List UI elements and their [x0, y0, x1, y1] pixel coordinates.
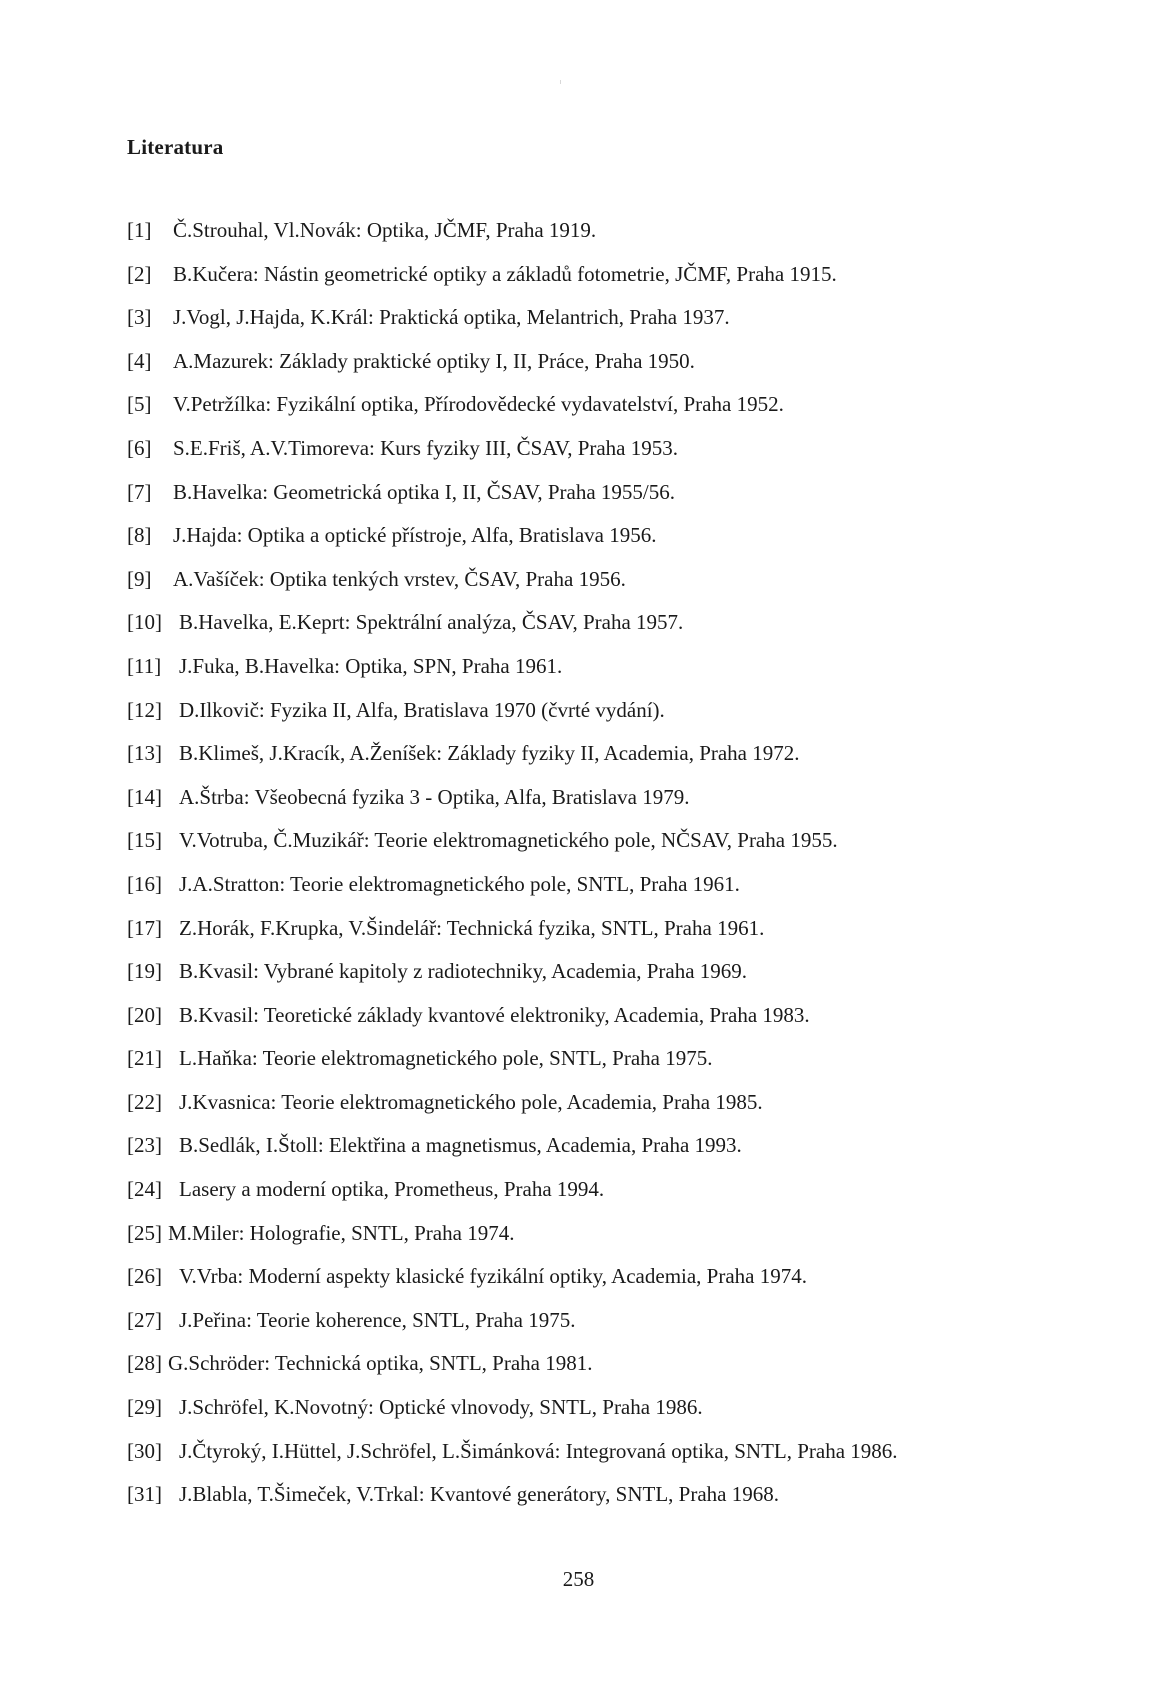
reference-item: [127, 653, 1127, 697]
reference-item: [127, 1132, 1127, 1176]
reference-item: [127, 609, 1127, 653]
reference-item: [127, 1307, 1127, 1351]
reference-item: [127, 1176, 1127, 1220]
reference-item: [127, 958, 1127, 1002]
reference-item: [127, 391, 1127, 435]
reference-item: [127, 217, 1127, 261]
reference-text: V.Vrba: Moderní aspekty klasické fyzikální optiky, Academia, Praha 1974.: [179, 1264, 808, 1289]
reference-number: [30]: [127, 1438, 162, 1463]
reference-number: [7]: [127, 479, 152, 504]
reference-text: J.A.Stratton: Teorie elektromagnetického pole, SNTL, Praha 1961.: [179, 871, 740, 896]
reference-item: [127, 1350, 1127, 1394]
reference-text: V.Votruba, Č.Muzikář: Teorie elektromagnetického pole, NČSAV, Praha 1955.: [179, 828, 838, 853]
reference-number: [22]: [127, 1089, 162, 1114]
reference-text: B.Sedlák, I.Štoll: Elektřina a magnetismus, Academia, Praha 1993.: [179, 1133, 742, 1158]
reference-number: [28]: [127, 1351, 162, 1376]
reference-number: [15]: [127, 828, 162, 853]
reference-item: [127, 261, 1127, 305]
reference-number: [25]: [127, 1220, 162, 1245]
reference-number: [20]: [127, 1002, 162, 1027]
reference-text: J.Vogl, J.Hajda, K.Král: Praktická optika, Melantrich, Praha 1937.: [173, 305, 730, 330]
reference-item: [127, 1089, 1127, 1133]
reference-text: B.Havelka, E.Keprt: Spektrální analýza, ČSAV, Praha 1957.: [179, 610, 684, 635]
reference-item: [127, 304, 1127, 348]
reference-number: [26]: [127, 1264, 162, 1289]
reference-text: V.Petržílka: Fyzikální optika, Přírodovědecké vydavatelství, Praha 1952.: [173, 392, 784, 417]
reference-item: [127, 871, 1127, 915]
reference-text: Č.Strouhal, Vl.Novák: Optika, JČMF, Praha 1919.: [173, 218, 597, 242]
reference-number: [14]: [127, 784, 162, 809]
reference-item: [127, 697, 1127, 741]
reference-number: [31]: [127, 1482, 162, 1507]
reference-text: A.Mazurek: Základy praktické optiky I, II, Práce, Praha 1950.: [173, 348, 695, 373]
reference-number: [24]: [127, 1177, 162, 1202]
reference-text: D.Ilkovič: Fyzika II, Alfa, Bratislava 1970 (čvrté vydání).: [179, 697, 665, 722]
reference-item: [127, 1438, 1127, 1482]
reference-number: [11]: [127, 653, 162, 678]
reference-text: A.Štrba: Všeobecná fyzika 3 - Optika, Alfa, Bratislava 1979.: [179, 784, 690, 809]
reference-number: [27]: [127, 1307, 162, 1332]
reference-text: B.Klimeš, J.Kracík, A.Ženíšek: Základy fyziky II, Academia, Praha 1972.: [179, 741, 800, 766]
reference-text: B.Kučera: Nástin geometrické optiky a základů fotometrie, JČMF, Praha 1915.: [173, 261, 837, 286]
reference-text: J.Blabla, T.Šimeček, V.Trkal: Kvantové generátory, SNTL, Praha 1968.: [179, 1482, 779, 1507]
reference-list: [127, 217, 1127, 1525]
reference-text: M.Miler: Holografie, SNTL, Praha 1974.: [168, 1220, 515, 1245]
section-heading: Literatura: [127, 135, 224, 159]
reference-item: [127, 1002, 1127, 1046]
reference-number: [4]: [127, 348, 152, 373]
reference-text: G.Schröder: Technická optika, SNTL, Praha 1981.: [168, 1351, 593, 1376]
reference-number: [17]: [127, 915, 162, 940]
reference-text: B.Kvasil: Teoretické základy kvantové elektroniky, Academia, Praha 1983.: [179, 1002, 810, 1027]
reference-number: [21]: [127, 1046, 162, 1071]
reference-text: J.Kvasnica: Teorie elektromagnetického pole, Academia, Praha 1985.: [179, 1089, 763, 1114]
reference-number: [9]: [127, 566, 152, 591]
reference-number: [8]: [127, 523, 152, 548]
reference-number: [16]: [127, 871, 162, 896]
reference-text: J.Fuka, B.Havelka: Optika, SPN, Praha 1961.: [179, 653, 563, 678]
reference-number: [23]: [127, 1133, 162, 1158]
reference-item: [127, 827, 1127, 871]
reference-number: [6]: [127, 435, 152, 460]
reference-item: [127, 566, 1127, 610]
scan-artifact: [560, 80, 561, 84]
reference-item: [127, 1263, 1127, 1307]
reference-number: [3]: [127, 305, 152, 330]
reference-number: [29]: [127, 1395, 162, 1420]
reference-item: [127, 740, 1127, 784]
reference-item: [127, 1394, 1127, 1438]
reference-item: [127, 1481, 1127, 1525]
reference-item: [127, 1045, 1127, 1089]
reference-text: J.Peřina: Teorie koherence, SNTL, Praha 1975.: [179, 1307, 576, 1332]
reference-item: [127, 479, 1127, 523]
reference-text: J.Hajda: Optika a optické přístroje, Alfa, Bratislava 1956.: [173, 523, 657, 548]
reference-text: B.Kvasil: Vybrané kapitoly z radiotechniky, Academia, Praha 1969.: [179, 959, 748, 984]
reference-number: [5]: [127, 392, 152, 417]
reference-item: [127, 1220, 1127, 1264]
reference-item: [127, 522, 1127, 566]
reference-text: L.Haňka: Teorie elektromagnetického pole, SNTL, Praha 1975.: [179, 1046, 713, 1071]
reference-text: A.Vašíček: Optika tenkých vrstev, ČSAV, Praha 1956.: [173, 566, 626, 591]
reference-number: [19]: [127, 959, 162, 984]
reference-text: Lasery a moderní optika, Prometheus, Praha 1994.: [179, 1177, 605, 1202]
page-number: 258: [562, 1567, 595, 1591]
reference-text: B.Havelka: Geometrická optika I, II, ČSAV, Praha 1955/56.: [173, 479, 675, 504]
reference-item: [127, 435, 1127, 479]
reference-item: [127, 348, 1127, 392]
reference-number: [10]: [127, 610, 162, 635]
reference-item: [127, 915, 1127, 959]
reference-text: Z.Horák, F.Krupka, V.Šindelář: Technická fyzika, SNTL, Praha 1961.: [179, 915, 765, 940]
reference-text: J.Schröfel, K.Novotný: Optické vlnovody, SNTL, Praha 1986.: [179, 1395, 703, 1420]
reference-number: [1]: [127, 218, 152, 242]
reference-text: J.Čtyroký, I.Hüttel, J.Schröfel, L.Šimánková: Integrovaná optika, SNTL, Praha 1986.: [179, 1438, 898, 1463]
reference-number: [13]: [127, 741, 162, 766]
reference-text: S.E.Friš, A.V.Timoreva: Kurs fyziky III, ČSAV, Praha 1953.: [173, 435, 679, 460]
reference-number: [2]: [127, 261, 152, 286]
reference-item: [127, 784, 1127, 828]
reference-number: [12]: [127, 697, 162, 722]
